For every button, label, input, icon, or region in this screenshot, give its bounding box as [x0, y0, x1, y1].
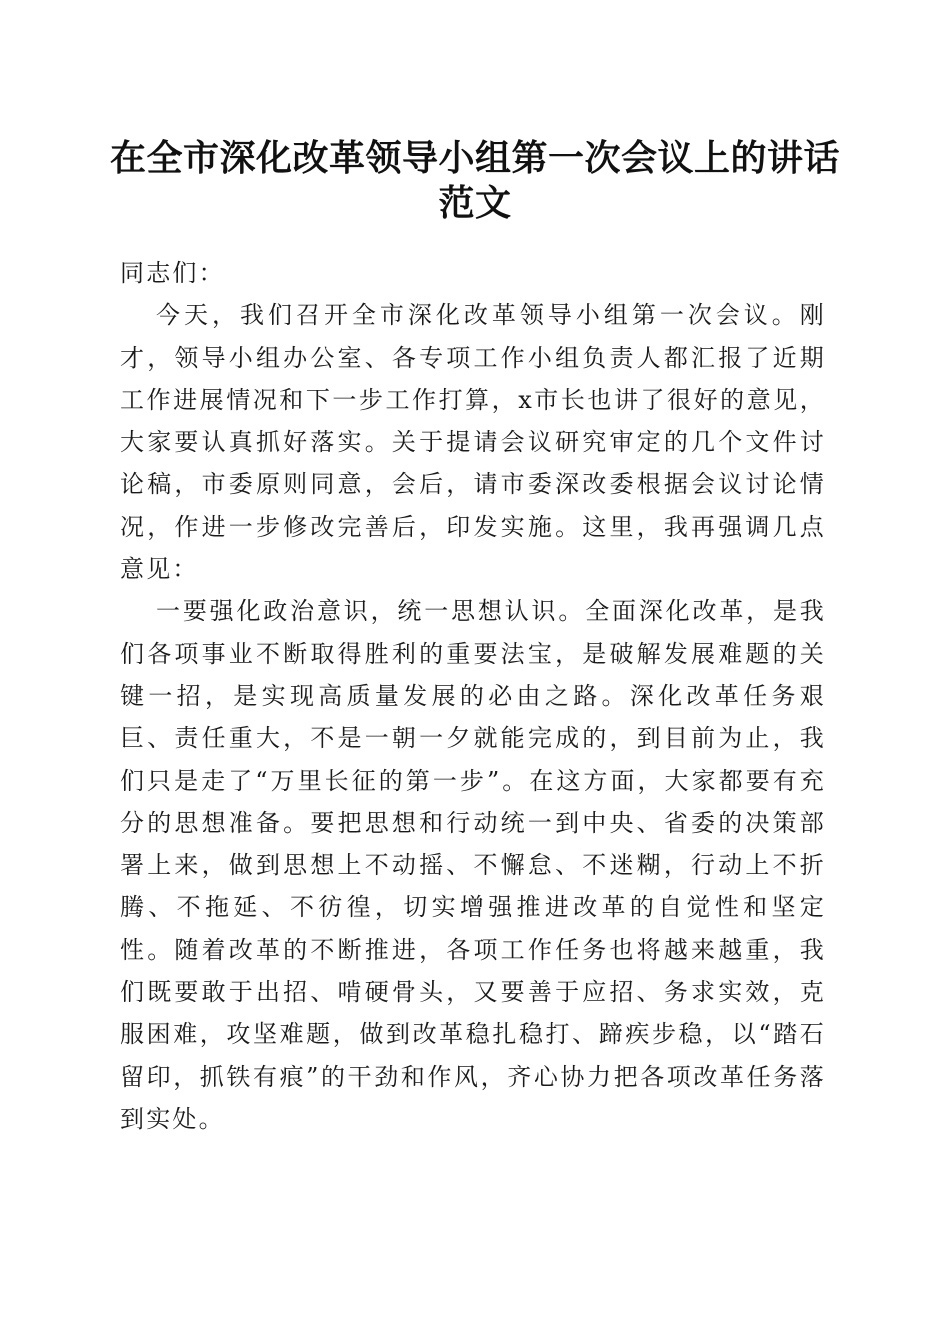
document-title: 在全市深化改革领导小组第一次会议上的讲话范文: [109, 137, 840, 224]
document-body: [120, 252, 826, 1140]
paragraph-point-one: 一要强化政治意识，统一思想认识。全面深化改革，是我们各项事业不断取得胜利的重要法宝，是破解发展难题的关键一招，是实现高质量发展的必由之路。深化改革任务艰巨、责任重大，不是一朝一夕就能完成的，到目前为止，我们只是走了“万里长征的第一步”。在这方面，大家都要有充分的思想准备。要把思想和行动统一到中央、省委的决策部署上来，做到思想上不动摇、不懈怠、不迷糊，行动上不折腾、不拖延、不彷徨，切实增强推进改革的自觉性和坚定性。随着改革的不断推进，各项工作任务也将越来越重，我们既要敢于出招、啃硬骨头，又要善于应招、务求实效，克服困难，攻坚难题，做到改革稳扎稳打、蹄疾步稳，以“踏石留印，抓铁有痕”的干劲和作风，齐心协力把各项改革任务落到实处。: [120, 597, 826, 1133]
paragraph-opening: 今天，我们召开全市深化改革领导小组第一次会议。刚才，领导小组办公室、各专项工作小组负责人都汇报了近期工作进展情况和下一步工作打算，x市长也讲了很好的意见，大家要认真抓好落实。关于提请会议研究审定的几个文件讨论稿，市委原则同意，会后，请市委深改委根据会议讨论情况，作进一步修改完善后，印发实施。这里，我再强调几点意见：: [120, 301, 826, 584]
salutation: 同志们：: [120, 259, 225, 287]
